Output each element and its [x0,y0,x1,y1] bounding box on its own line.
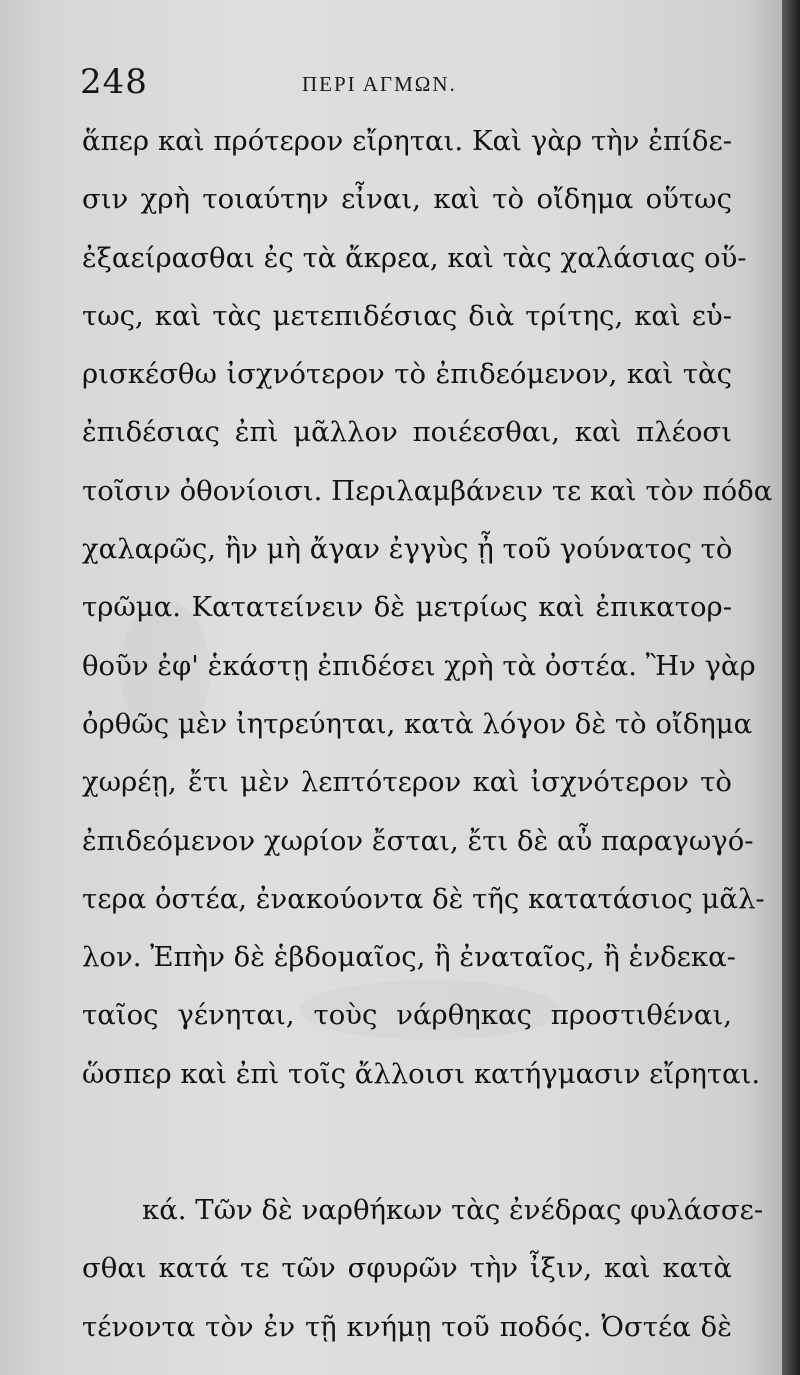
text-line: σθαι κατά τε τῶν σφυρῶν τὴν ἶξιν, καὶ κατὰ [82,1252,732,1285]
text-line: λον. Ἐπὴν δὲ ἑβδομαῖος, ἢ ἐναταῖος, ἢ ἑνδεκα- [82,941,736,974]
paragraph [82,112,773,1103]
text-line: θοῦν ἐφ' ἑκάστῃ ἐπιδέσει χρὴ τὰ ὀστέα. Ἢν γὰρ [82,649,756,682]
text-line: τένοντα τὸν ἐν τῇ κνήμῃ τοῦ ποδός. Ὀστέα δὲ [82,1310,732,1343]
paragraph [82,1181,764,1356]
running-head: ΠΕΡΙ ΑΓΜΩΝ. [302,72,457,96]
text-line: τρῶμα. Κατατείνειν δὲ μετρίως καὶ ἐπικατορ- [82,591,732,624]
text-line: ἐπιδεόμενον χωρίον ἔσται, ἔτι δὲ αὖ παραγωγό- [82,824,754,857]
body-text [82,112,773,1356]
text-line: χωρέῃ, ἔτι μὲν λεπτότερον καὶ ἰσχνότερον τὸ [82,766,732,799]
text-line: σιν χρὴ τοιαύτην εἶναι, καὶ τὸ οἴδημα οὕτως [82,183,732,216]
text-line: ὥσπερ καὶ ἐπὶ τοῖς ἄλλοισι κατήγμασιν εἴρηται. [82,1057,761,1090]
paragraph-gap [82,1103,732,1181]
text-line: ρισκέσθω ἰσχνότερον τὸ ἐπιδεόμενον, καὶ τὰς [82,358,732,391]
text-line: ἐξαείρασθαι ἐς τὰ ἄκρεα, καὶ τὰς χαλάσιας οὕ- [82,241,747,274]
page-header [80,62,720,112]
page-edge-shadow [782,0,800,1375]
text-line: ἅπερ καὶ πρότερον εἴρηται. Καὶ γὰρ τὴν ἐπίδε- [82,125,732,157]
text-line: ταῖος γένηται, τοὺς νάρθηκας προστιθέναι, [82,999,732,1032]
text-line: τως, καὶ τὰς μετεπιδέσιας διὰ τρίτης, καὶ εὑ- [82,299,732,332]
text-line: ἐπιδέσιας ἐπὶ μᾶλλον ποιέεσθαι, καὶ πλέοσι [82,416,732,449]
text-line: κά. Τῶν δὲ ναρθήκων τὰς ἐνέδρας φυλάσσε- [142,1194,764,1227]
text-line: τερα ὀστέα, ἐνακούοντα δὲ τῆς κατατάσιος μᾶλ- [82,882,765,915]
text-line: ὀρθῶς μὲν ἰητρεύηται, κατὰ λόγον δὲ τὸ οἴδημα [82,707,753,740]
text-line: χαλαρῶς, ἢν μὴ ἄγαν ἐγγὺς ᾖ τοῦ γούνατος τὸ [82,533,733,566]
text-line: τοῖσιν ὀθονίοισι. Περιλαμβάνειν τε καὶ τὸν πόδα [82,474,773,507]
page-number: 248 [80,62,148,102]
